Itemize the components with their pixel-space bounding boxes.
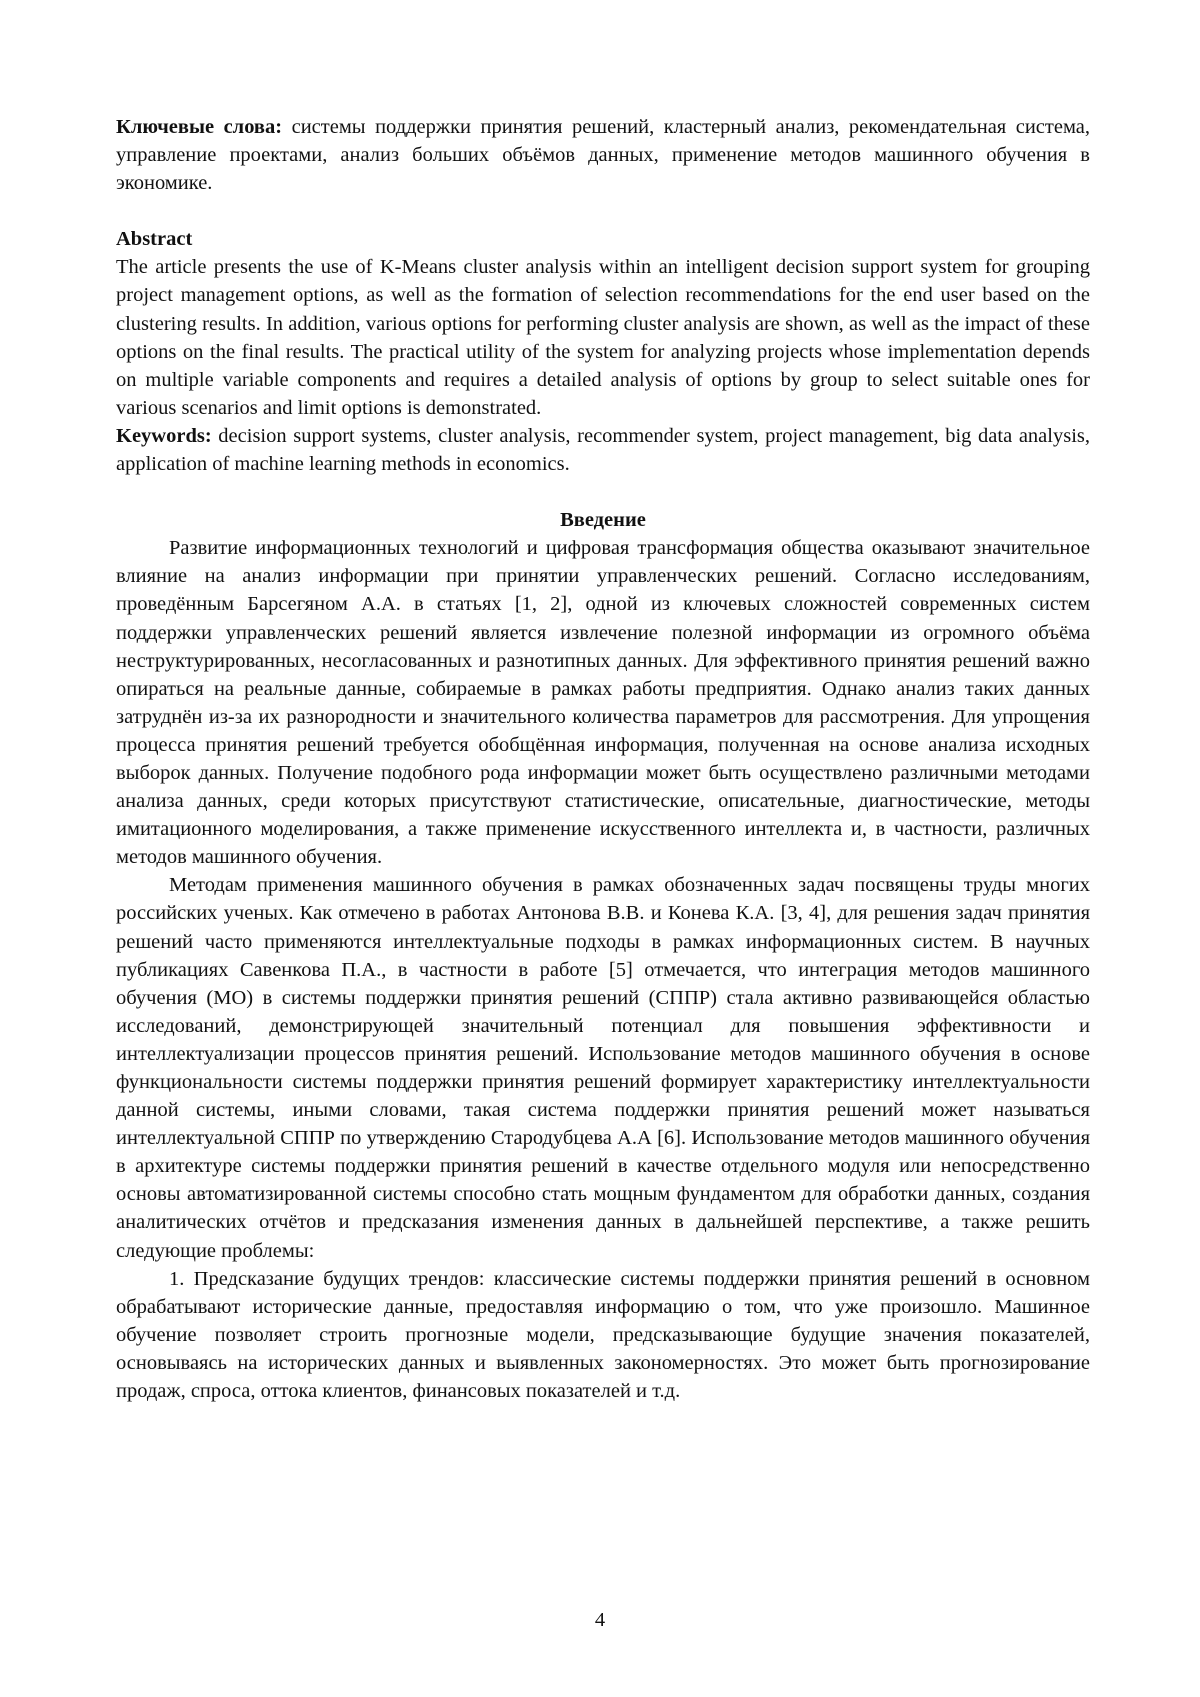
- ru-keywords-label: Ключевые слова:: [116, 116, 283, 138]
- spacer: [116, 478, 1090, 506]
- ru-keywords-paragraph: [116, 113, 1090, 197]
- page-number: 4: [594, 1609, 606, 1631]
- abstract-heading: Abstract: [116, 228, 193, 251]
- spacer: [116, 197, 1090, 225]
- abstract-text: The article presents the use of K-Means cluster analysis within an intelligent decision support system for grouping project management options, as well as the formation of selection recommendations for the end user based on the clustering results. In addition, various options for performing cluster analysis are shown, as well as the impact of these options on the final results. The practical utility of the system for analyzing projects whose implementation depends on multiple variable components and requires a detailed analysis of options by group to select suitable ones for various scenarios and limit options is demonstrated.: [116, 256, 1090, 419]
- intro-paragraph: Развитие информационных технологий и цифровая трансформация общества оказывают значительное влияние на анализ информации при принятии управленческих решений. Согласно исследованиям, проведённым Барсегяном А.А. в статьях [1, 2], одной из ключевых сложностей современных систем поддержки управленческих решений является извлечение полезной информации из огромного объёма неструктурированных, несогласованных и разнотипных данных. Для эффективного принятия решений важно опираться на реальные данные, собираемые в рамках работы предприятия. Однако анализ таких данных затруднён из-за их разнородности и значительного количества параметров для рассмотрения. Для упрощения процесса принятия решений требуется обобщённая информация, полученная на основе анализа исходных выборок данных. Получение подобного рода информации может быть осуществлено различными методами анализа данных, среди которых присутствуют статистические, описательные, диагностические, методы имитационного моделирования, а также применение искусственного интеллекта и, в частности, различных методов машинного обучения.: [116, 537, 1090, 869]
- intro-paragraph: Методам применения машинного обучения в рамках обозначенных задач посвящены труды многих российских ученых. Как отмечено в работах Антонова В.В. и Конева К.А. [3, 4], для решения задач принятия решений часто применяются интеллектуальные подходы в рамках информационных систем. В научных публикациях Савенкова П.А., в частности в работе [5] отмечается, что интеграция методов машинного обучения (МО) в системы поддержки принятия решений (СППР) стала активно развивающейся областью исследований, демонстрирующей значительный потенциал для повышения эффективности и интеллектуализации процессов принятия решений. Использование методов машинного обучения в основе функциональности системы поддержки принятия решений формирует характеристику интеллектуальности данной системы, иными словами, такая система поддержки принятия решений может называться интеллектуальной СППР по утверждению Стародубцева А.А [6]. Использование методов машинного обучения в архитектуре системы поддержки принятия решений в качестве отдельного модуля или непосредственно основы автоматизированной системы способно стать мощным фундаментом для обработки данных, создания аналитических отчётов и предсказания изменения данных в дальнейшей перспективе, а также решить следующие проблемы:: [116, 874, 1090, 1262]
- en-keywords-label: Keywords:: [116, 424, 212, 447]
- intro-list-item: 1. Предсказание будущих трендов: классические системы поддержки принятия решений в основном обрабатывают исторические данные, предоставляя информацию о том, что уже произошло. Машинное обучение позволяет строить прогнозные модели, предсказывающие будущие значения показателей, основываясь на исторических данных и выявленных закономерностях. Это может быть прогнозирование продаж, спроса, оттока клиентов, финансовых показателей и т.д.: [116, 1267, 1090, 1403]
- document-page: [116, 113, 1090, 1405]
- ru-keywords-text: системы поддержки принятия решений, кластерный анализ, рекомендательная система, управление проектами, анализ больших объёмов данных, применение методов машинного обучения в экономике.: [116, 116, 1090, 195]
- en-keywords-paragraph: [116, 422, 1090, 478]
- en-keywords-text: decision support systems, cluster analysis, recommender system, project management, big data analysis, application of machine learning methods in economics.: [116, 424, 1090, 476]
- section-title-introduction: Введение: [560, 509, 646, 532]
